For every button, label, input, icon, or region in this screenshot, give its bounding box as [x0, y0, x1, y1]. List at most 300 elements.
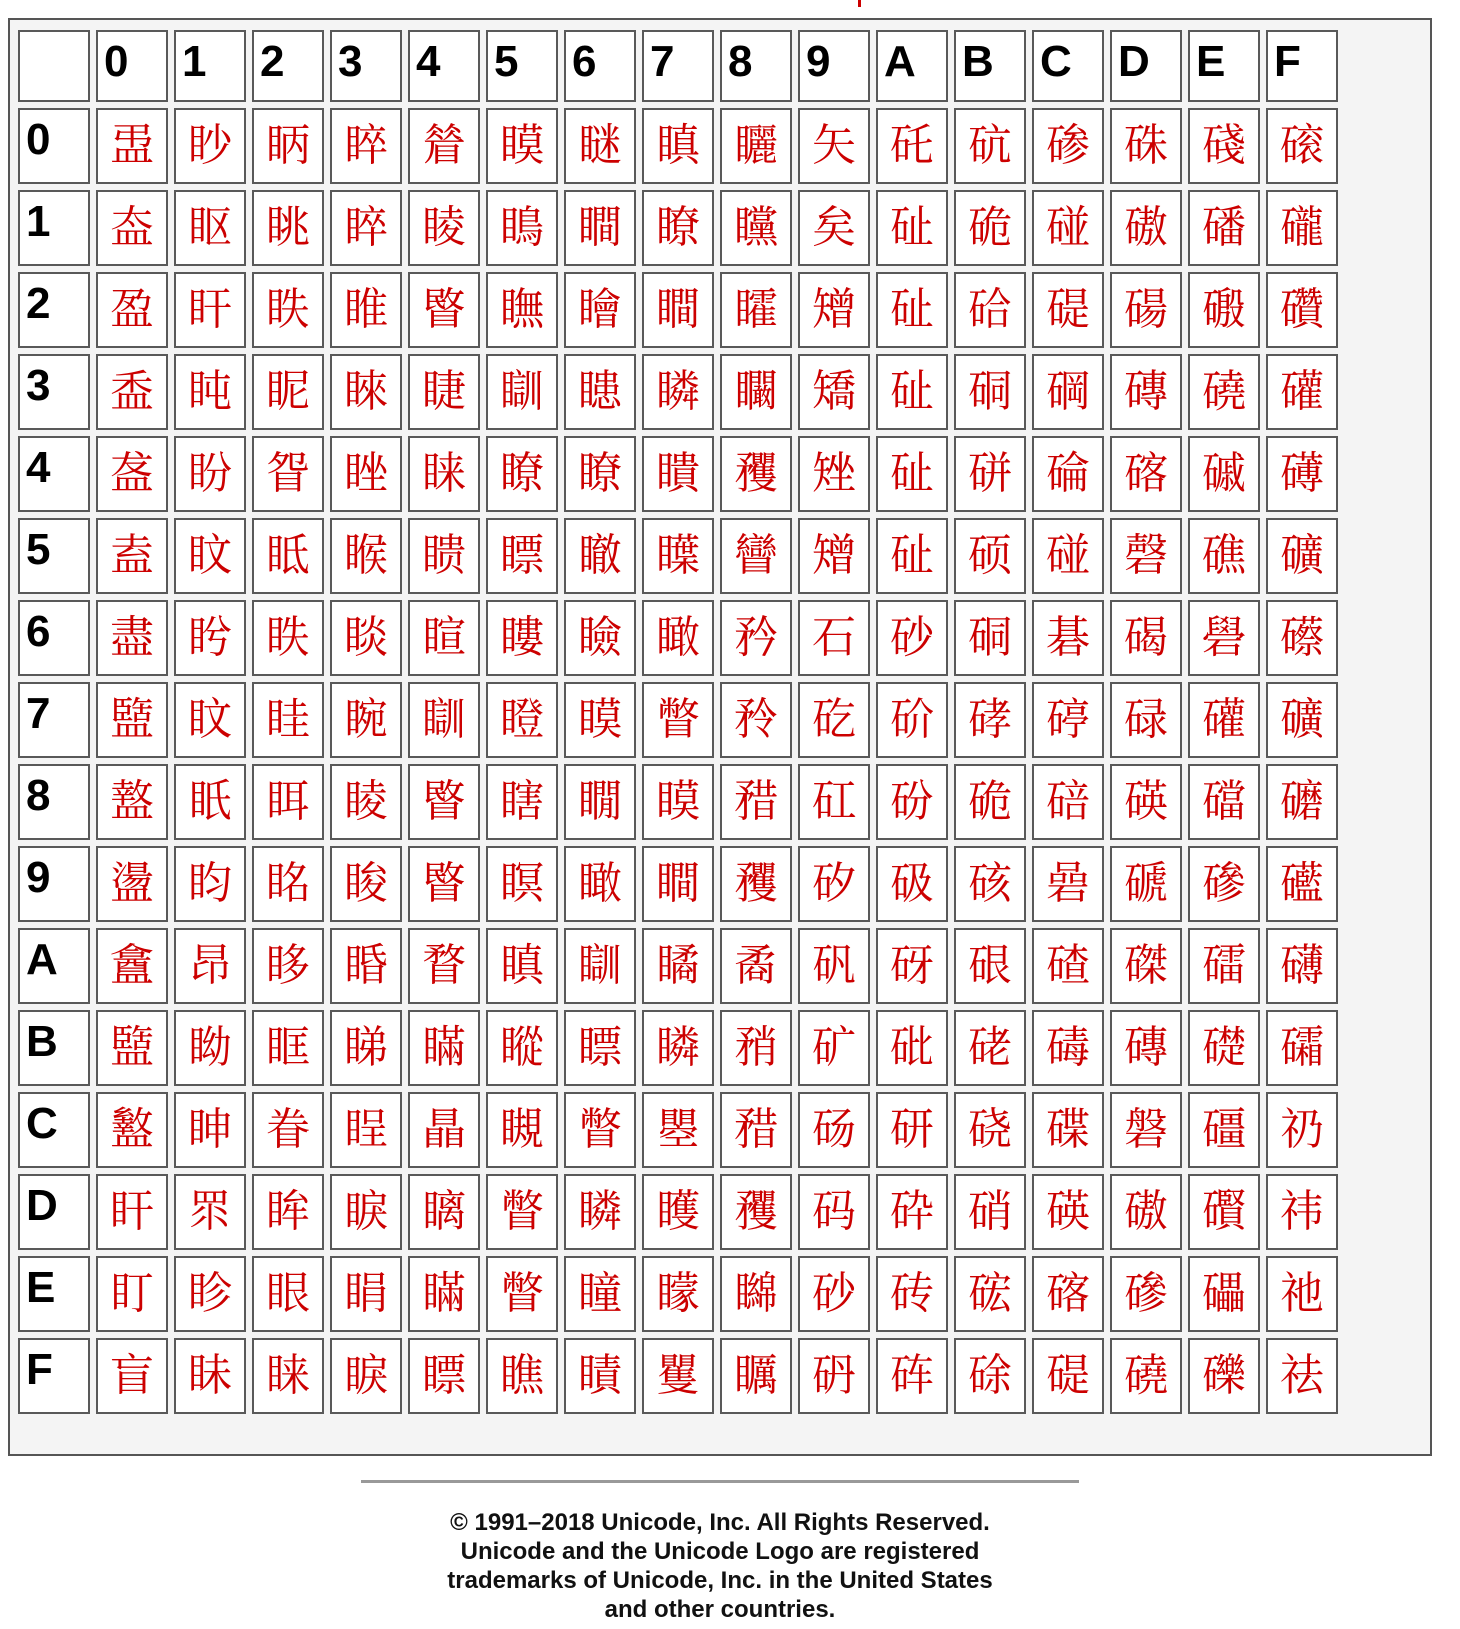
glyph-cell	[1266, 354, 1338, 430]
glyph: 磩	[1202, 448, 1246, 499]
glyph: 瞺	[578, 284, 622, 335]
glyph: 矟	[734, 1022, 778, 1073]
glyph-cell	[1188, 600, 1260, 676]
glyph: 硆	[968, 284, 1012, 335]
glyph-cell	[954, 190, 1026, 266]
glyph-cell	[1266, 1174, 1338, 1250]
glyph-cell	[408, 928, 480, 1004]
glyph-cell	[1032, 272, 1104, 348]
glyph: 礓	[1202, 1104, 1246, 1155]
chart-row	[18, 600, 1338, 676]
glyph-cell	[798, 1174, 870, 1250]
glyph: 瞷	[656, 858, 700, 909]
glyph: 矆	[656, 1186, 700, 1237]
glyph-cell	[1188, 1174, 1260, 1250]
glyph-cell	[1032, 190, 1104, 266]
glyph: 瞆	[422, 530, 466, 581]
column-header-label: 6	[572, 37, 597, 86]
glyph-cell	[1266, 928, 1338, 1004]
glyph: 瞜	[500, 612, 544, 663]
glyph: 瞲	[656, 940, 700, 991]
glyph-cell	[96, 518, 168, 594]
glyph-cell	[642, 518, 714, 594]
glyph: 瞥	[500, 1268, 544, 1319]
column-header-cell	[1266, 30, 1338, 102]
glyph-cell	[96, 600, 168, 676]
glyph: 瞰	[578, 858, 622, 909]
glyph-cell	[720, 354, 792, 430]
glyph-cell	[876, 1092, 948, 1168]
glyph: 砐	[890, 858, 934, 909]
chart-row	[18, 1010, 1338, 1086]
glyph-cell	[174, 1010, 246, 1086]
code-chart	[8, 18, 1432, 1456]
glyph-cell	[1266, 190, 1338, 266]
glyph-cell	[1188, 436, 1260, 512]
chart-row	[18, 190, 1338, 266]
glyph-cell	[1110, 1338, 1182, 1414]
row-header-cell	[18, 600, 90, 676]
glyph-cell	[252, 682, 324, 758]
glyph: 礦	[1280, 694, 1324, 745]
glyph-cell	[564, 108, 636, 184]
glyph: 硕	[968, 530, 1012, 581]
column-header-label: 4	[416, 37, 441, 86]
column-header-cell	[330, 30, 402, 102]
glyph: 硐	[968, 366, 1012, 417]
glyph: 矿	[812, 1022, 856, 1073]
glyph-cell	[876, 272, 948, 348]
glyph: 瞇	[578, 120, 622, 171]
glyph: 碊	[1202, 120, 1246, 171]
glyph: 睉	[344, 448, 388, 499]
row-header-cell	[18, 1256, 90, 1332]
glyph: 礽	[1280, 1104, 1324, 1155]
glyph: 瞟	[422, 1350, 466, 1401]
glyph: 睟	[344, 120, 388, 171]
glyph-cell	[408, 354, 480, 430]
column-header-label: D	[1118, 37, 1150, 86]
copyright-line-4: and other countries.	[604, 1596, 836, 1623]
glyph-cell	[1266, 1010, 1338, 1086]
chart-row	[18, 1174, 1338, 1250]
glyph: 盯	[110, 1268, 154, 1319]
row-header-label: 0	[26, 115, 51, 164]
glyph: 瞯	[578, 776, 622, 827]
glyph-cell	[720, 1010, 792, 1086]
glyph: 盰	[188, 284, 232, 335]
glyph-cell	[720, 1092, 792, 1168]
glyph-cell	[252, 1174, 324, 1250]
glyph: 矊	[734, 1268, 778, 1319]
glyph-cell	[954, 436, 1026, 512]
glyph-cell	[642, 682, 714, 758]
glyph-cell	[252, 764, 324, 840]
glyph-cell	[174, 518, 246, 594]
column-header-row	[18, 30, 1338, 102]
column-header-cell	[876, 30, 948, 102]
glyph: 砎	[890, 694, 934, 745]
glyph: 祂	[1280, 1268, 1324, 1319]
glyph-cell	[1188, 1092, 1260, 1168]
glyph-cell	[486, 1174, 558, 1250]
glyph-cell	[1032, 108, 1104, 184]
glyph: 睒	[344, 612, 388, 663]
glyph: 眪	[266, 120, 310, 171]
glyph-cell	[408, 846, 480, 922]
glyph: 矯	[812, 366, 856, 417]
copyright-line-3: trademarks of Unicode, Inc. in the United States	[447, 1567, 993, 1594]
glyph-cell	[1110, 764, 1182, 840]
glyph: 盭	[110, 1104, 154, 1155]
glyph: 砊	[968, 120, 1012, 171]
glyph-cell	[174, 682, 246, 758]
chart-row	[18, 108, 1338, 184]
glyph-cell	[486, 518, 558, 594]
glyph-cell	[408, 764, 480, 840]
glyph: 磬	[1124, 530, 1168, 581]
glyph: 瞋	[656, 120, 700, 171]
glyph-cell	[408, 272, 480, 348]
glyph-cell	[1032, 1174, 1104, 1250]
glyph: 眣	[266, 612, 310, 663]
glyph: 砋	[890, 448, 934, 499]
row-header-cell	[18, 682, 90, 758]
glyph-cell	[564, 846, 636, 922]
row-header-cell	[18, 1174, 90, 1250]
chart-row	[18, 518, 1338, 594]
glyph: 睙	[344, 1186, 388, 1237]
glyph-cell	[720, 1174, 792, 1250]
glyph: 碟	[1046, 1104, 1090, 1155]
glyph: 磻	[1202, 202, 1246, 253]
glyph: 碦	[1124, 448, 1168, 499]
glyph: 砖	[890, 1268, 934, 1319]
glyph-cell	[720, 600, 792, 676]
glyph-cell	[876, 108, 948, 184]
glyph-cell	[96, 108, 168, 184]
glyph: 䁞	[422, 120, 466, 171]
glyph-cell	[330, 928, 402, 1004]
glyph: 码	[812, 1186, 856, 1237]
glyph: 睃	[344, 858, 388, 909]
glyph: 矡	[734, 858, 778, 909]
glyph-cell	[798, 1256, 870, 1332]
glyph: 瞎	[500, 776, 544, 827]
glyph-cell	[1032, 600, 1104, 676]
glyph-cell	[1032, 354, 1104, 430]
glyph: 眒	[188, 1104, 232, 1155]
glyph: 眇	[188, 120, 232, 171]
glyph: 碠	[1046, 694, 1090, 745]
glyph: 盍	[110, 530, 154, 581]
glyph-cell	[486, 108, 558, 184]
glyph-cell	[1110, 190, 1182, 266]
glyph: 眭	[266, 694, 310, 745]
row-header-label: 4	[26, 443, 51, 492]
glyph-cell	[1032, 518, 1104, 594]
glyph: 礤	[1280, 612, 1324, 663]
row-header-label: 1	[26, 197, 51, 246]
glyph: 瞟	[500, 530, 544, 581]
glyph-cell	[1110, 600, 1182, 676]
glyph-cell	[486, 1256, 558, 1332]
glyph: 祎	[1280, 1186, 1324, 1237]
glyph-cell	[408, 108, 480, 184]
glyph-cell	[876, 682, 948, 758]
glyph-cell	[1188, 272, 1260, 348]
glyph-cell	[876, 1256, 948, 1332]
glyph: 磝	[1124, 202, 1168, 253]
glyph: 磐	[1124, 1104, 1168, 1155]
footer-divider	[361, 1480, 1079, 1483]
glyph-cell	[564, 928, 636, 1004]
glyph-cell	[96, 354, 168, 430]
glyph-cell	[330, 600, 402, 676]
glyph: 砋	[890, 530, 934, 581]
glyph-cell	[1188, 764, 1260, 840]
glyph: 硊	[968, 202, 1012, 253]
glyph-cell	[174, 600, 246, 676]
glyph: 瞡	[500, 1104, 544, 1155]
glyph-cell	[1188, 846, 1260, 922]
glyph: 盿	[188, 530, 232, 581]
glyph-cell	[96, 1256, 168, 1332]
glyph: 碴	[1046, 940, 1090, 991]
glyph-cell	[330, 846, 402, 922]
glyph-cell	[408, 1256, 480, 1332]
glyph-cell	[252, 190, 324, 266]
glyph: 睖	[344, 776, 388, 827]
glyph: 瞀	[422, 940, 466, 991]
glyph-cell	[564, 436, 636, 512]
row-header-label: 2	[26, 279, 51, 328]
glyph-cell	[876, 764, 948, 840]
glyph: 睖	[422, 202, 466, 253]
column-header-cell	[1032, 30, 1104, 102]
glyph-cell	[330, 1338, 402, 1414]
glyph: 礶	[1202, 694, 1246, 745]
glyph: 礶	[1280, 366, 1324, 417]
glyph: 瞾	[656, 1104, 700, 1155]
glyph-cell	[1110, 518, 1182, 594]
glyph-cell	[876, 1174, 948, 1250]
glyph-cell	[954, 600, 1026, 676]
glyph: 盹	[188, 366, 232, 417]
glyph-cell	[96, 764, 168, 840]
column-header-label: B	[962, 37, 994, 86]
glyph-cell	[1032, 764, 1104, 840]
glyph-cell	[252, 1092, 324, 1168]
copyright-notice	[360, 1508, 1080, 1624]
glyph-cell	[720, 846, 792, 922]
glyph: 碭	[1124, 284, 1168, 335]
glyph: 磚	[1124, 1022, 1168, 1073]
glyph: 碣	[1124, 612, 1168, 663]
row-header-label: 6	[26, 607, 51, 656]
glyph-cell	[252, 1256, 324, 1332]
glyph-cell	[1110, 1174, 1182, 1250]
glyph-cell	[96, 1174, 168, 1250]
glyph: 碰	[1046, 530, 1090, 581]
glyph-cell	[954, 682, 1026, 758]
glyph: 礳	[1280, 776, 1324, 827]
glyph: 眶	[266, 1022, 310, 1073]
column-header-label: C	[1040, 37, 1072, 86]
row-header-label: 9	[26, 853, 51, 902]
row-header-label: 3	[26, 361, 51, 410]
glyph-cell	[798, 1338, 870, 1414]
glyph-cell	[876, 846, 948, 922]
glyph-cell	[486, 1338, 558, 1414]
glyph: 瞔	[578, 1350, 622, 1401]
glyph-cell	[954, 354, 1026, 430]
column-header-label: 0	[104, 37, 129, 86]
glyph-cell	[1188, 1338, 1260, 1414]
row-header-label: 7	[26, 689, 51, 738]
row-header-label: E	[26, 1263, 56, 1312]
glyph: 石	[812, 612, 856, 663]
glyph-cell	[954, 518, 1026, 594]
glyph-cell	[486, 436, 558, 512]
glyph: 碞	[1046, 858, 1090, 909]
glyph: 盼	[188, 448, 232, 499]
glyph-cell	[564, 1010, 636, 1086]
glyph-cell	[486, 682, 558, 758]
row-header-cell	[18, 1010, 90, 1086]
glyph: 瞧	[500, 1350, 544, 1401]
row-header-cell	[18, 436, 90, 512]
glyph: 礸	[1280, 284, 1324, 335]
row-header-cell	[18, 928, 90, 1004]
glyph: 眍	[188, 202, 232, 253]
glyph: 眺	[266, 202, 310, 253]
glyph: 盡	[110, 612, 154, 663]
row-header-label: C	[26, 1099, 58, 1148]
glyph: 矽	[812, 858, 856, 909]
glyph-cell	[408, 1174, 480, 1250]
glyph: 瞞	[422, 1022, 466, 1073]
glyph-cell	[330, 108, 402, 184]
glyph-cell	[798, 1092, 870, 1168]
glyph: 磃	[1124, 858, 1168, 909]
glyph: 眢	[266, 448, 310, 499]
glyph: 睙	[344, 1350, 388, 1401]
glyph-cell	[96, 846, 168, 922]
glyph: 瞴	[500, 284, 544, 335]
glyph: 矍	[656, 1350, 700, 1401]
glyph-cell	[642, 764, 714, 840]
glyph: 碙	[1046, 366, 1090, 417]
glyph: 瞗	[500, 202, 544, 253]
glyph: 矣	[812, 202, 856, 253]
glyph-cell	[1266, 272, 1338, 348]
glyph-cell	[1032, 1338, 1104, 1414]
row-header-cell	[18, 846, 90, 922]
glyph: 磝	[1124, 1186, 1168, 1237]
glyph: 矼	[812, 776, 856, 827]
glyph: 礷	[1280, 858, 1324, 909]
glyph: 硊	[968, 776, 1012, 827]
glyph-cell	[486, 1010, 558, 1086]
glyph: 瞭	[656, 202, 700, 253]
chart-row	[18, 846, 1338, 922]
glyph: 矞	[734, 940, 778, 991]
glyph: 礁	[1202, 530, 1246, 581]
glyph-cell	[1188, 682, 1260, 758]
glyph-cell	[408, 600, 480, 676]
glyph: 眷	[266, 1104, 310, 1155]
glyph-cell	[1110, 1256, 1182, 1332]
glyph: 砀	[812, 1104, 856, 1155]
glyph-cell	[564, 1256, 636, 1332]
glyph: 碡	[1046, 1022, 1090, 1073]
glyph-cell	[954, 764, 1026, 840]
glyph: 盻	[188, 612, 232, 663]
glyph-cell	[1110, 108, 1182, 184]
glyph: 礦	[1280, 530, 1324, 581]
glyph-cell	[330, 272, 402, 348]
glyph-cell	[330, 1174, 402, 1250]
glyph: 礵	[1280, 1022, 1324, 1073]
glyph-cell	[798, 436, 870, 512]
row-header-cell	[18, 190, 90, 266]
chart-row	[18, 1092, 1338, 1168]
glyph-cell	[486, 764, 558, 840]
glyph: 眑	[188, 1022, 232, 1073]
glyph: 盰	[110, 1186, 154, 1237]
glyph-cell	[876, 1338, 948, 1414]
glyph: 瞣	[578, 366, 622, 417]
glyph: 睯	[422, 776, 466, 827]
glyph-cell	[798, 928, 870, 1004]
chart-row	[18, 436, 1338, 512]
glyph: 礲	[1280, 202, 1324, 253]
glyph: 礐	[1202, 612, 1246, 663]
glyph: 碮	[1046, 284, 1090, 335]
glyph-cell	[408, 682, 480, 758]
glyph: 瞙	[578, 694, 622, 745]
glyph: 瞝	[422, 1186, 466, 1237]
column-header-cell	[798, 30, 870, 102]
glyph-cell	[954, 846, 1026, 922]
glyph-cell	[174, 272, 246, 348]
glyph-cell	[408, 1092, 480, 1168]
glyph: 睊	[344, 1268, 388, 1319]
glyph-cell	[1110, 272, 1182, 348]
glyph-cell	[174, 436, 246, 512]
glyph-cell	[564, 682, 636, 758]
glyph-cell	[330, 764, 402, 840]
glyph: 瞋	[500, 940, 544, 991]
glyph-cell	[252, 518, 324, 594]
glyph: 磣	[1124, 1268, 1168, 1319]
glyph: 硋	[968, 858, 1012, 909]
glyph-cell	[1032, 682, 1104, 758]
glyph-cell	[642, 436, 714, 512]
glyph: 磚	[1124, 366, 1168, 417]
glyph: 瞓	[500, 366, 544, 417]
glyph-cell	[330, 436, 402, 512]
glyph: 盪	[110, 858, 154, 909]
glyph: 砃	[812, 1350, 856, 1401]
column-header-label: 8	[728, 37, 753, 86]
column-header-cell	[1110, 30, 1182, 102]
glyph: 眛	[188, 1350, 232, 1401]
glyph-cell	[1188, 928, 1260, 1004]
glyph: 磣	[1202, 858, 1246, 909]
glyph: 睇	[344, 1022, 388, 1073]
